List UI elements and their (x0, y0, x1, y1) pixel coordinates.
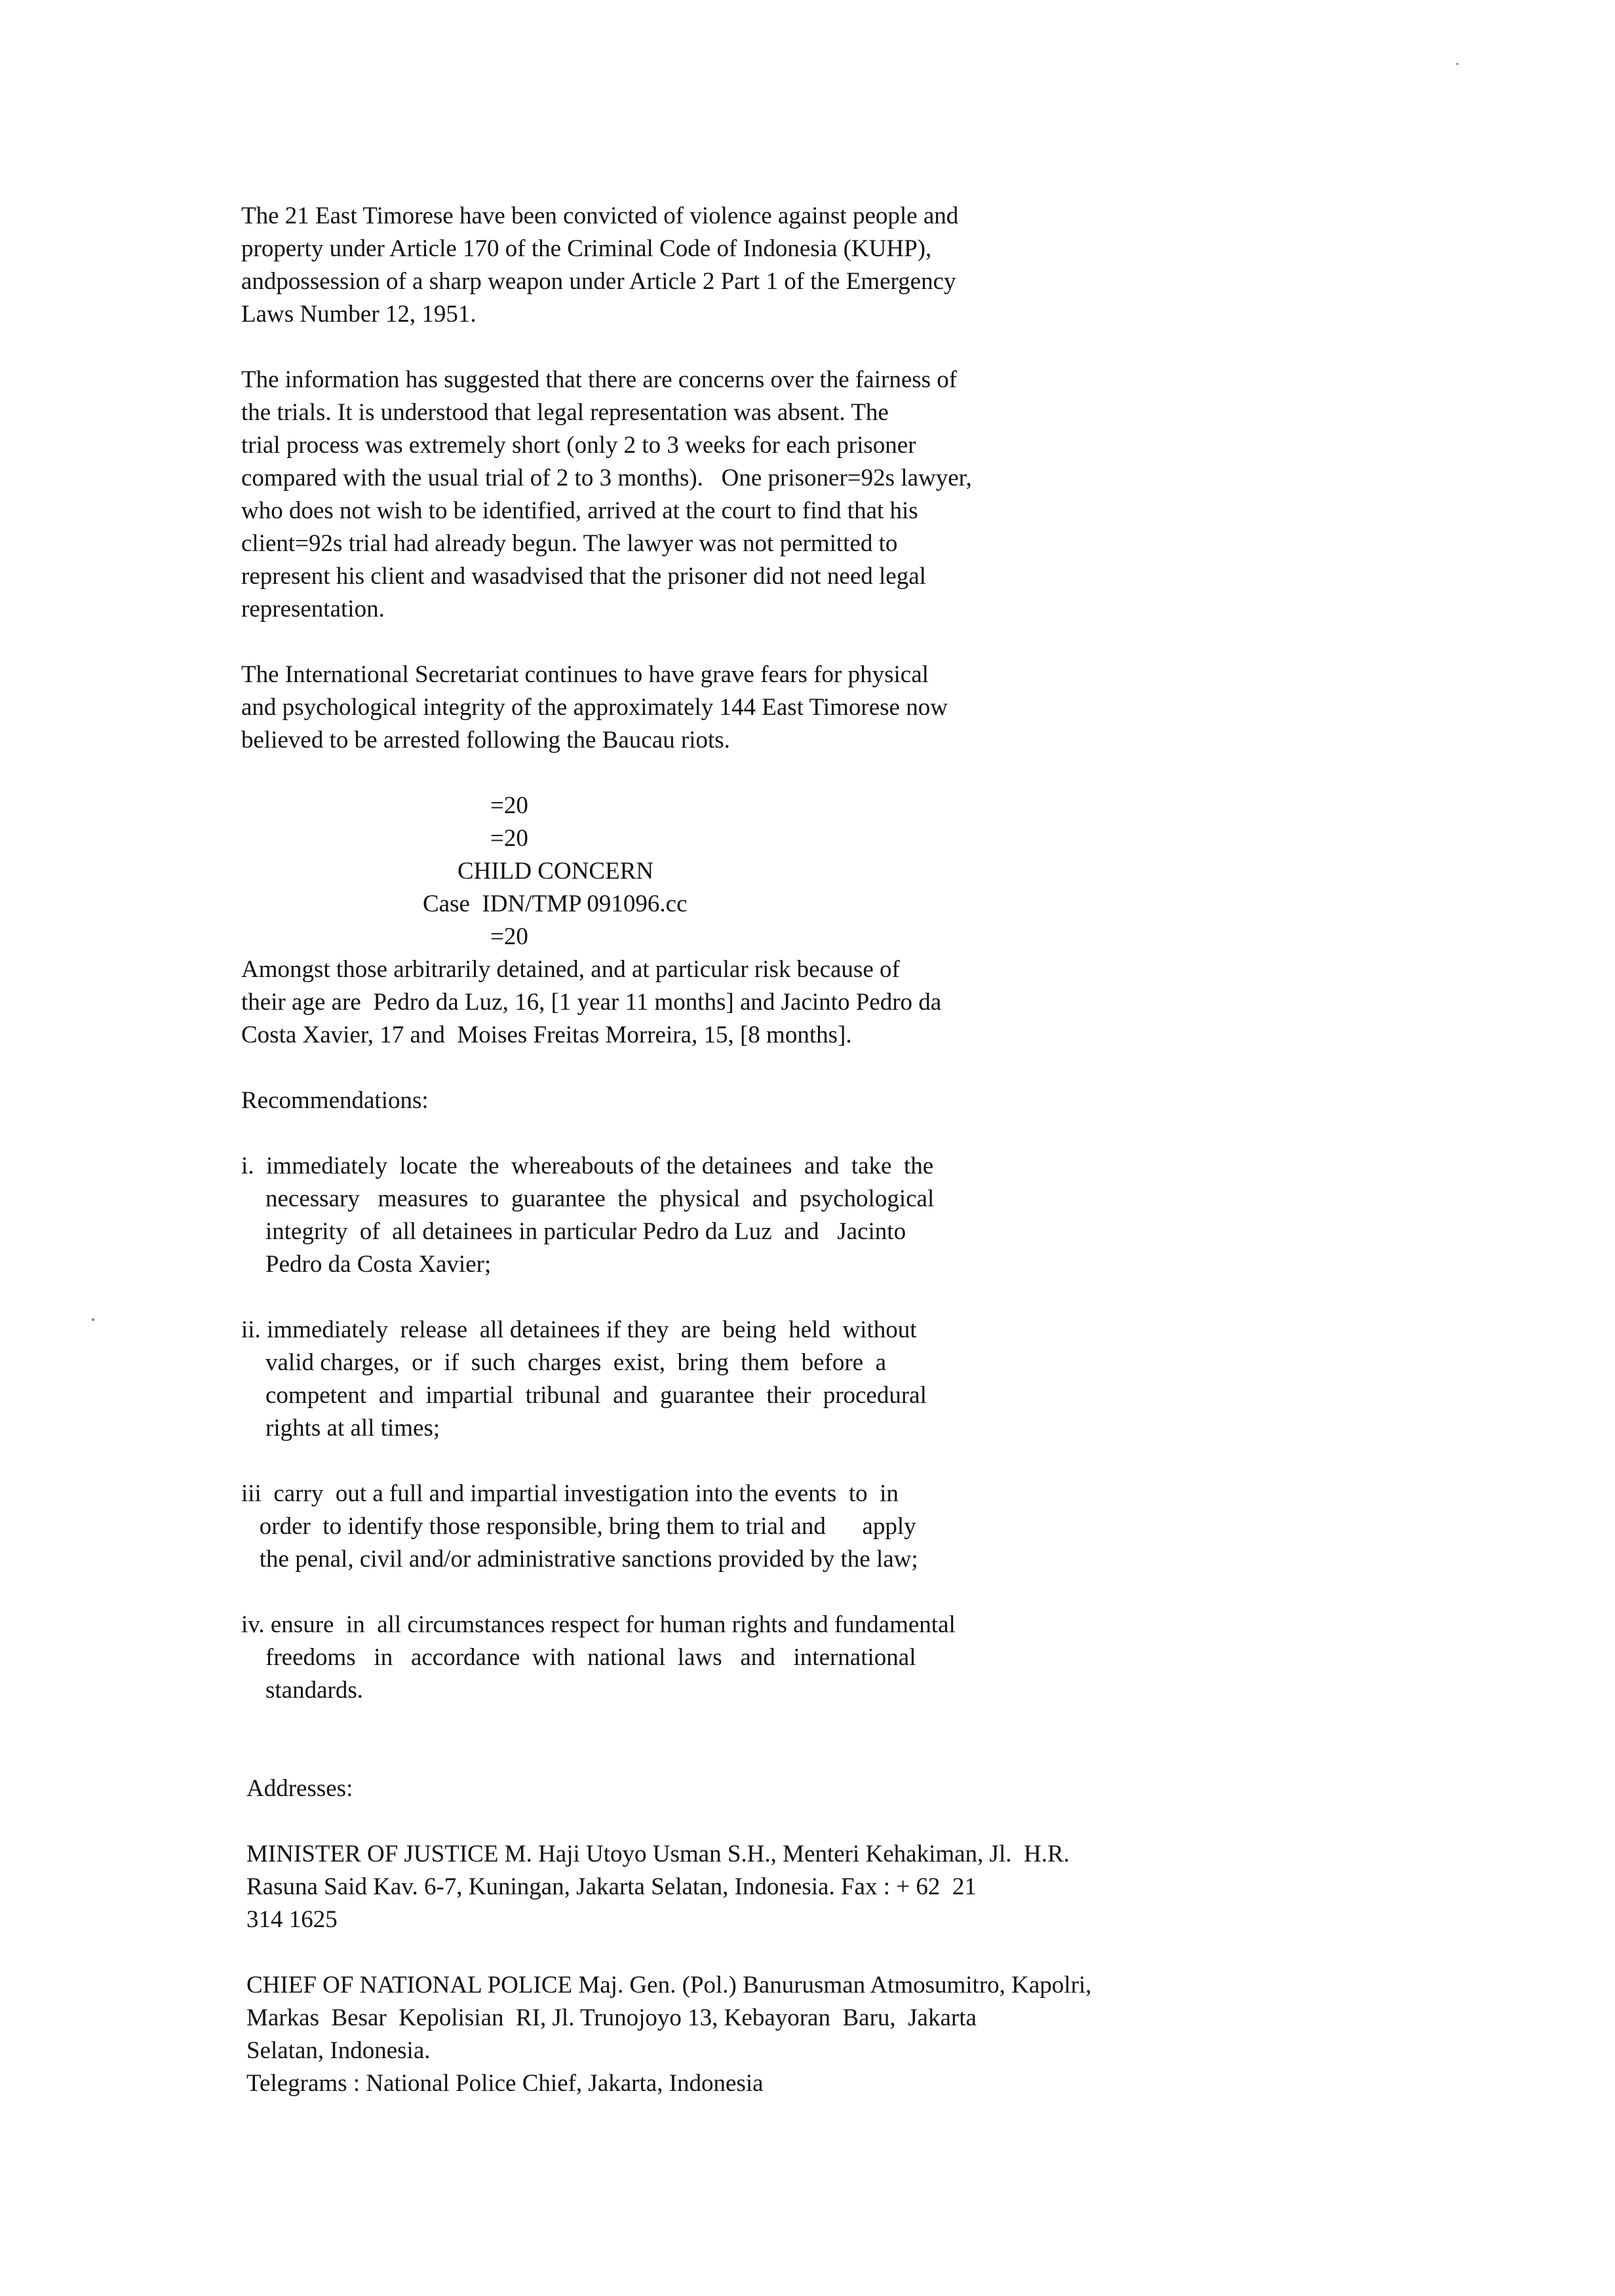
text-line: trial process was extremely short (only 2 to 3 weeks for each prisoner (241, 432, 916, 459)
text-line: freedoms in accordance with national laws and international (241, 1644, 916, 1671)
text-line: compared with the usual trial of 2 to 3 months). One prisoner=92s lawyer, (241, 465, 972, 491)
text-line: 314 1625 (246, 1906, 338, 1933)
text-line: represent his client and wasadvised that the prisoner did not need legal (241, 563, 926, 590)
code-marker: =20 (490, 923, 528, 950)
text-line: competent and impartial tribunal and guarantee their procedural (241, 1382, 927, 1409)
text-line: representation. (241, 596, 385, 622)
text-line: client=92s trial had already begun. The lawyer was not permitted to (241, 530, 898, 557)
text-line: iii carry out a full and impartial investigation into the events to in (241, 1480, 899, 1507)
text-line: CHIEF OF NATIONAL POLICE Maj. Gen. (Pol.) Banurusman Atmosumitro, Kapolri, (246, 1972, 1092, 1999)
text-line: believed to be arrested following the Baucau riots. (241, 727, 730, 754)
section-heading-addresses: Addresses: (246, 1775, 353, 1802)
text-line: ii. immediately release all detainees if they are being held without (241, 1316, 917, 1343)
text-line: standards. (241, 1677, 363, 1704)
text-line: Pedro da Costa Xavier; (241, 1251, 492, 1278)
text-line: and psychological integrity of the approximately 144 East Timorese now (241, 694, 948, 721)
text-line: Amongst those arbitrarily detained, and at particular risk because of (241, 956, 900, 983)
text-line: Laws Number 12, 1951. (241, 301, 477, 328)
text-line: Telegrams : National Police Chief, Jakarta, Indonesia (246, 2070, 764, 2097)
text-line: who does not wish to be identified, arrived at the court to find that his (241, 497, 918, 524)
text-line: property under Article 170 of the Criminal Code of Indonesia (KUHP), (241, 235, 932, 262)
scan-speck (1456, 63, 1458, 65)
text-line: andpossession of a sharp weapon under Article 2 Part 1 of the Emergency (241, 268, 956, 295)
code-marker: =20 (490, 825, 528, 852)
text-line: Rasuna Said Kav. 6-7, Kuningan, Jakarta Selatan, Indonesia. Fax : + 62 21 (246, 1873, 977, 1900)
text-line: The information has suggested that there are concerns over the fairness of (241, 366, 958, 393)
text-line: MINISTER OF JUSTICE M. Haji Utoyo Usman S.H., Menteri Kehakiman, Jl. H.R. (246, 1841, 1070, 1867)
section-heading-recommendations: Recommendations: (241, 1087, 429, 1114)
text-line: integrity of all detainees in particular Pedro da Luz and Jacinto (241, 1218, 906, 1245)
code-marker: =20 (490, 792, 528, 819)
text-line: the trials. It is understood that legal representation was absent. The (241, 399, 889, 426)
text-line: Selatan, Indonesia. (246, 2037, 431, 2064)
text-line: The International Secretariat continues to have grave fears for physical (241, 661, 929, 688)
section-heading-child-concern: CHILD CONCERN (457, 858, 654, 885)
text-line: order to identify those responsible, bring them to trial and apply (241, 1513, 916, 1540)
case-reference: Case IDN/TMP 091096.cc (423, 890, 688, 917)
text-line: Costa Xavier, 17 and Moises Freitas Morreira, 15, [8 months]. (241, 1022, 852, 1048)
text-line: their age are Pedro da Luz, 16, [1 year 11 months] and Jacinto Pedro da (241, 989, 942, 1016)
text-line: Markas Besar Kepolisian RI, Jl. Trunojoyo 13, Kebayoran Baru, Jakarta (246, 2004, 977, 2031)
text-line: rights at all times; (241, 1415, 440, 1442)
text-line: valid charges, or if such charges exist, bring them before a (241, 1349, 886, 1376)
scan-speck (92, 1318, 94, 1321)
text-line: The 21 East Timorese have been convicted of violence against people and (241, 202, 959, 229)
text-line: iv. ensure in all circumstances respect for human rights and fundamental (241, 1611, 956, 1638)
text-line: i. immediately locate the whereabouts of the detainees and take the (241, 1153, 934, 1179)
text-line: necessary measures to guarantee the physical and psychological (241, 1185, 935, 1212)
text-line: the penal, civil and/or administrative sanctions provided by the law; (241, 1546, 918, 1573)
